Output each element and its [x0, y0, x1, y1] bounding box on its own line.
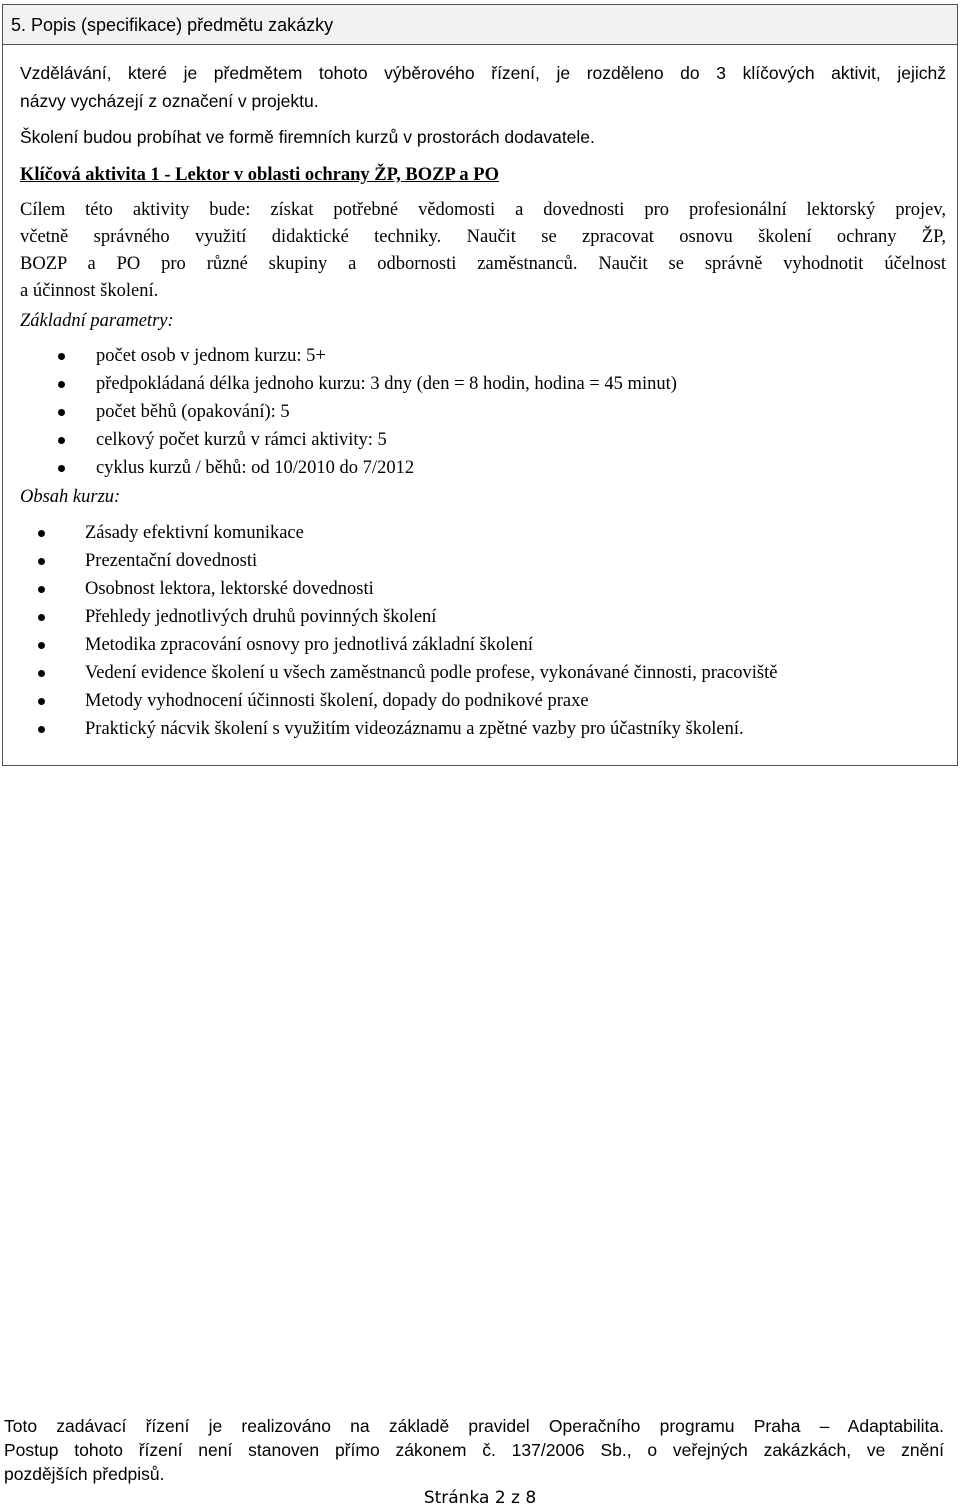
intro-line-1: Vzdělávání, které je předmětem tohoto výběrového řízení, je rozděleno do 3 klíčových aktivit, jejichž [20, 63, 946, 83]
bullet-icon [58, 409, 65, 416]
goal-line-4: a účinnost školení. [20, 281, 159, 301]
footer-line-1: Toto zadávací řízení je realizováno na základě pravidel Operačního programu Praha – Adaptabilita. [4, 1416, 944, 1436]
page-number: Stránka 2 z 8 [423, 1488, 537, 1508]
bullet-icon [38, 558, 45, 565]
bullet-icon [58, 465, 65, 472]
intro-line-2: názvy vycházejí z označení v projektu. [20, 91, 319, 111]
specification-section: 5. Popis (specifikace) předmětu zakázky Vzdělávání, které je předmětem tohoto výběrového řízení, je rozděleno do 3 klíčových aktivit, jejichž názvy vycházejí z označení v projektu. Školení budou probíhat ve formě firemních kurzů v prostorách dodavatele. Klíčová aktivita 1 - Lektor v oblasti ochrany ŽP, BOZP a PO Cílem této aktivity bude: získat potřebné vědomosti a dovednosti pro profesionální lektorský projev, včetně správného využití didaktické techniky. Naučit se zpracovat osnovu školení ochrany ŽP, BOZP a PO pro různé skupiny a odbornosti zaměstnanců. Naučit se správně vyhodnotit účelnost a účinnost školení. Základní parametry: počet osob v jednom kurzu: 5+ předpokládaná délka jednoho kurzu: 3 dny (den = 8 hodin, hodina = 45 minut) počet běhů (opakování): 5 celkový počet kurzů v rámci aktivity: 5 cyklus kurzů / běhů: od 10/2010 do 7/2012 Obsah kurzu: Zásady efektivní komunikace Prezentační dovednosti Osobnost lektora, lektorské dovednosti Přehledy jednotlivých druhů povinných školení Metodika zpracování osnovy pro jednotlivá základní školení Vedení evidence školení u všech zaměstnanců podle profese, vykonávané činnosti, pracoviště Metody vyhodnocení účinnosti školení, dopady do podnikové praxe Praktický nácvik školení s využitím videozáznamu a zpětné vazby pro účastníky školení. [2, 4, 958, 766]
section-heading: 5. Popis (specifikace) předmětu zakázky [3, 5, 957, 45]
bullet-icon [38, 614, 45, 621]
content-heading: Obsah kurzu: [20, 487, 121, 507]
bullet-icon [38, 726, 45, 733]
bullet-icon [38, 586, 45, 593]
bullet-icon [38, 698, 45, 705]
params-heading: Základní parametry: [20, 311, 174, 331]
footer-line-3: pozdějších předpisů. [4, 1464, 165, 1484]
bullet-icon [58, 353, 65, 360]
footer-line-2: Postup tohoto řízení není stanoven přímo zákonem č. 137/2006 Sb., o veřejných zakázkách, ve znění [4, 1440, 944, 1460]
bullet-icon [38, 642, 45, 649]
intro-line-3: Školení budou probíhat ve formě firemních kurzů v prostorách dodavatele. [20, 127, 595, 147]
bullet-icon [58, 381, 65, 388]
goal-line-1: Cílem této aktivity bude: získat potřebné vědomosti a dovednosti pro profesionální lektorský projev, [20, 200, 946, 220]
bullet-icon [38, 670, 45, 677]
goal-line-3: BOZP a PO pro různé skupiny a odbornosti zaměstnanců. Naučit se správně vyhodnotit účelnost [20, 254, 946, 274]
bullet-icon [58, 437, 65, 444]
bullet-icon [38, 530, 45, 537]
activity-title: Klíčová aktivita 1 - Lektor v oblasti ochrany ŽP, BOZP a PO [20, 165, 499, 185]
goal-line-2: včetně správného využití didaktické techniky. Naučit se zpracovat osnovu školení ochrany ŽP, [20, 227, 946, 247]
